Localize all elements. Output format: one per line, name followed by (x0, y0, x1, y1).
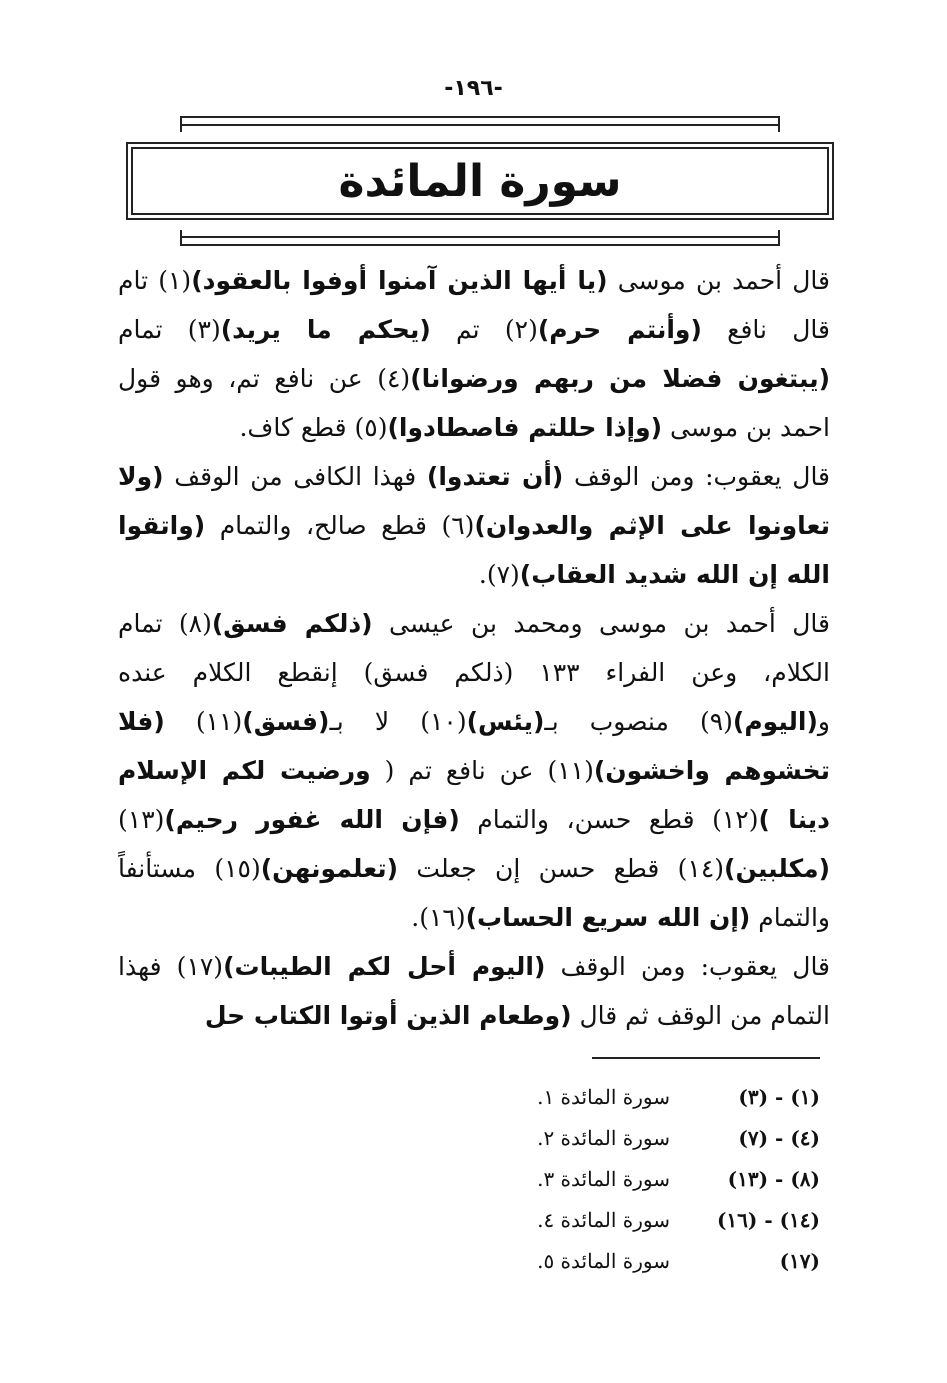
commentary-text: (٢) تم (430, 315, 538, 344)
text-line (118, 648, 830, 697)
quran-quote: (يئس) (466, 707, 545, 736)
text-line (118, 305, 830, 354)
commentary-text: (١٦). (411, 903, 466, 932)
commentary-text: (٤) عن نافع تم، وهو قول (118, 364, 411, 393)
footnote-text: سورة المائدة ٥. (537, 1248, 670, 1273)
commentary-text: (٣) تمام (118, 315, 221, 344)
quran-quote: دينا ) (758, 805, 830, 834)
quran-quote: (اليوم أحل لكم الطيبات) (223, 952, 546, 981)
footnote-ref: (١٧) (779, 1248, 820, 1273)
commentary-text: قال يعقوب: ومن الوقف (563, 462, 831, 491)
footnote-text: سورة المائدة ١. (537, 1084, 670, 1109)
text-line (118, 256, 830, 305)
title-frame (126, 116, 834, 246)
footnote-row (500, 1240, 820, 1281)
footnote-divider (592, 1057, 820, 1059)
commentary-text: فهذا الكافى من الوقف (163, 462, 427, 491)
quran-quote: (فسق) (242, 707, 330, 736)
quran-quote: (ذلكم فسق) (211, 609, 373, 638)
commentary-text: والتمام (750, 903, 830, 932)
quran-quote: (تعلمونهن) (260, 854, 399, 883)
quran-quote: ورضيت لكم الإسلام (118, 756, 371, 785)
quran-quote: (فلا (118, 707, 165, 736)
commentary-text: (٦) قطع صالح، والتمام (205, 511, 475, 540)
commentary-text: قال أحمد بن موسى (607, 266, 830, 295)
quran-quote: (وطعام الذين أوتوا الكتاب حل (204, 1001, 572, 1030)
text-line (118, 893, 830, 942)
commentary-text: (٧). (478, 560, 520, 589)
text-line (118, 452, 830, 501)
text-line (118, 403, 830, 452)
commentary-text: (١٢) قطع حسن، والتمام (459, 805, 759, 834)
footnote-ref: (١٤) - (١٦) (716, 1207, 820, 1232)
quran-quote: تعاونوا على الإثم والعدوان) (474, 511, 831, 540)
footnote-text: سورة المائدة ٢. (537, 1125, 670, 1150)
quran-quote: (إن الله سريع الحساب) (465, 903, 751, 932)
quran-quote: (واتقوا (118, 511, 206, 540)
text-line (118, 942, 830, 991)
footnote-ref: (٨) - (١٣) (727, 1166, 820, 1191)
footnote-ref: (١) - (٣) (738, 1084, 820, 1109)
footnote-text: سورة المائدة ٤. (537, 1207, 670, 1232)
commentary-text: (٥) قطع كاف. (239, 413, 388, 442)
footnotes (500, 1076, 820, 1281)
commentary-text: احمد بن موسى (662, 413, 830, 442)
text-line (118, 991, 830, 1040)
quran-quote: الله إن الله شديد العقاب) (519, 560, 830, 589)
quran-quote: (وإذا حللتم فاصطادوا) (387, 413, 663, 442)
text-line (118, 795, 830, 844)
commentary-text: (١٠) لا بـ (329, 707, 467, 736)
commentary-text: (١١) عن نافع تم ( (370, 756, 594, 785)
quran-quote: (اليوم) (732, 707, 818, 736)
page-number: -١٩٦- (444, 76, 503, 101)
frame-top-border (180, 116, 780, 132)
footnote-ref: (٤) - (٧) (738, 1125, 820, 1150)
commentary-text: قال يعقوب: ومن الوقف (545, 952, 831, 981)
commentary-text: (١٣) (118, 805, 165, 834)
commentary-text: التمام من الوقف ثم قال (571, 1001, 830, 1030)
quran-quote: (أن تعتدوا) (426, 462, 564, 491)
frame-bottom-border (180, 230, 780, 246)
text-line (118, 599, 830, 648)
text-line (118, 746, 830, 795)
footnote-text: سورة المائدة ٣. (537, 1166, 670, 1191)
commentary-text: (٨) تمام (118, 609, 212, 638)
text-line (118, 550, 830, 599)
text-line (118, 844, 830, 893)
commentary-text: (١٧) فهذا (118, 952, 224, 981)
commentary-text: (٩) منصوب بـ (544, 707, 733, 736)
commentary-text: (١٤) قطع حسن إن جعلت (398, 854, 725, 883)
footnote-row (500, 1076, 820, 1117)
commentary-text: (١) تام (118, 266, 192, 295)
quran-quote: (وأنتم حرم) (537, 315, 702, 344)
quran-quote: (فإن الله غفور رحيم) (164, 805, 460, 834)
text-line (118, 501, 830, 550)
surah-title: سورة المائدة (338, 155, 622, 207)
footnote-row (500, 1199, 820, 1240)
commentary-text: قال أحمد بن موسى ومحمد بن عيسى (372, 609, 830, 638)
quran-quote: (يحكم ما يريد) (220, 315, 431, 344)
commentary-text: (١١) (164, 707, 243, 736)
quran-quote: (يا أيها الذين آمنوا أوفوا بالعقود) (191, 266, 608, 295)
commentary-text: قال نافع (701, 315, 830, 344)
commentary-text: (١٥) مستأنفاً (118, 854, 261, 883)
body-text (118, 256, 830, 1040)
quran-quote: (يبتغون فضلا من ربهم ورضوانا) (410, 364, 831, 393)
footnote-row (500, 1158, 820, 1199)
text-line (118, 697, 830, 746)
commentary-text: و (817, 707, 830, 736)
quran-quote: (مكلبين) (724, 854, 831, 883)
quran-quote: تخشوهم واخشون) (593, 756, 830, 785)
footnote-row (500, 1117, 820, 1158)
commentary-text: الكلام، وعن الفراء ١٣٣ (ذلكم فسق) إنقطع الكلام عنده (118, 658, 830, 687)
text-line (118, 354, 830, 403)
quran-quote: (ولا (118, 462, 164, 491)
